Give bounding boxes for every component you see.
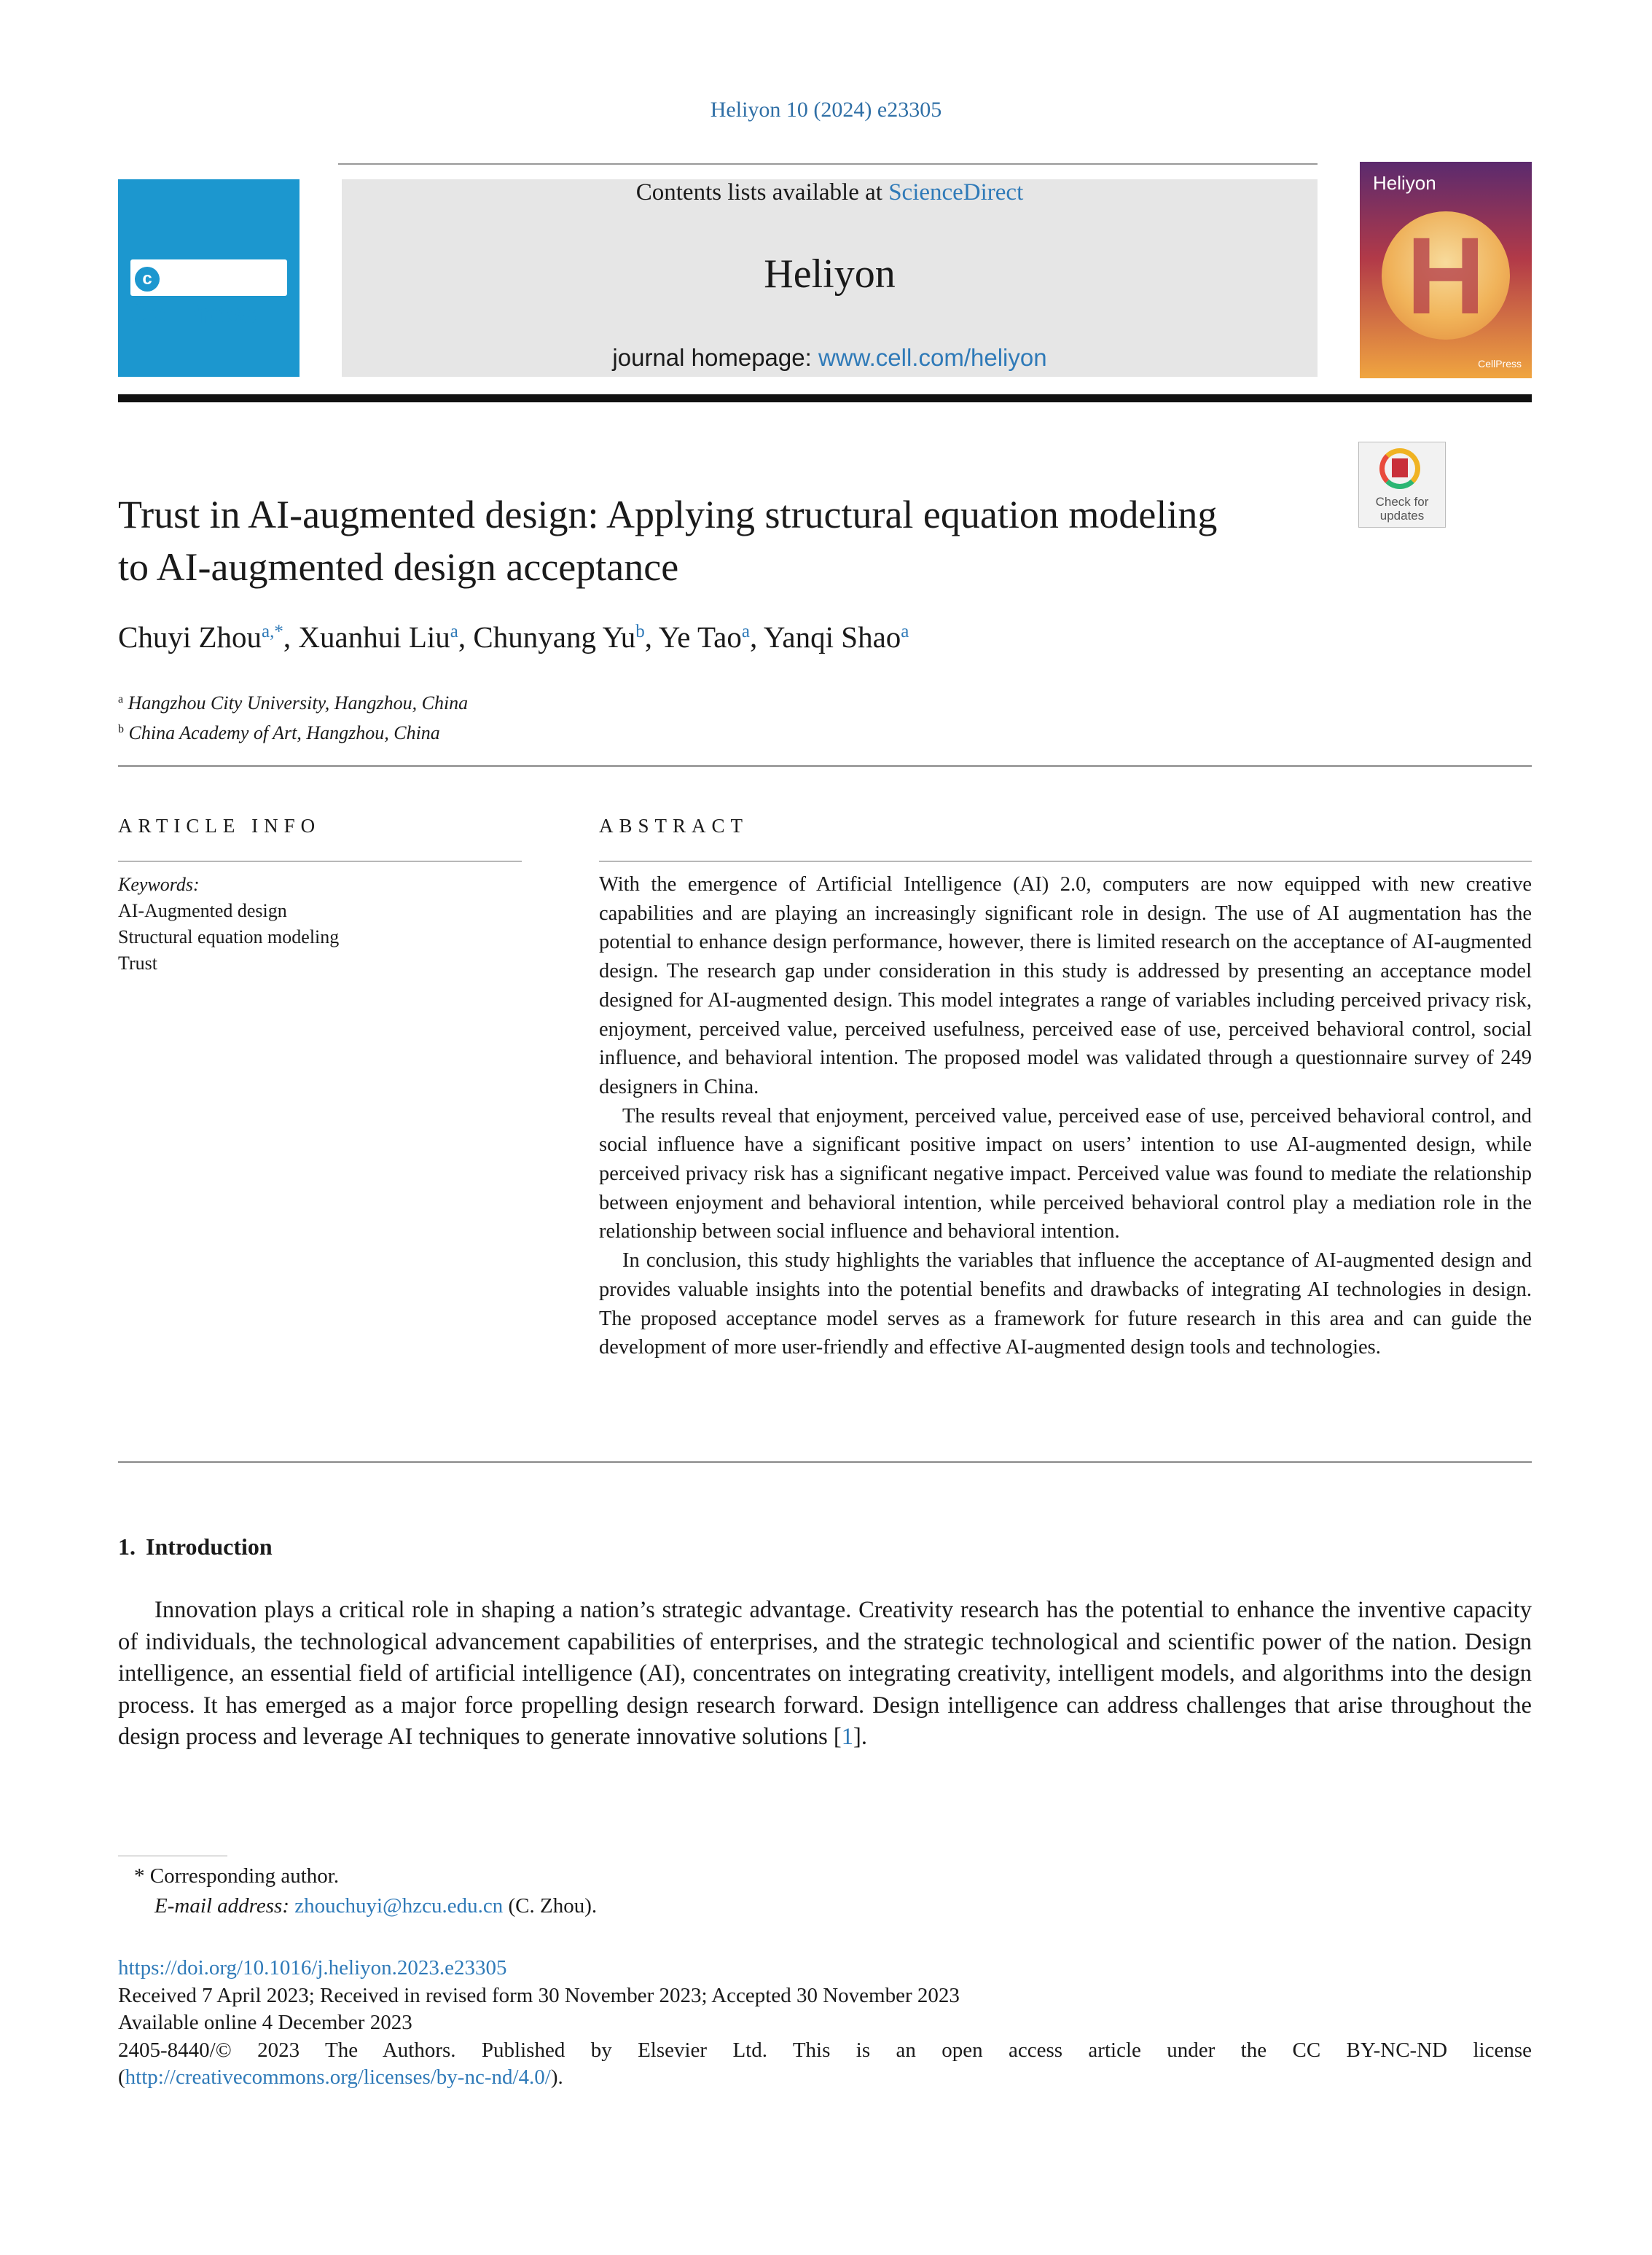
cover-brand: CellPress [1478, 358, 1522, 370]
journal-cover-image [1360, 162, 1532, 378]
author-name[interactable]: Xuanhui Liu [298, 620, 450, 654]
abstract-paragraph: In conclusion, this study highlights the variables that influence the acceptance of AI-augmented design and provides valuable insights into the potential benefits and drawbacks of integrating AI technologies in design. The proposed acceptance model serves as a framework for future research in this area and can guide the development of more user-friendly and effective AI-augmented design tools and technologies. [599, 1249, 1532, 1359]
reference-link[interactable]: 1 [841, 1724, 854, 1751]
check-updates-bookmark-icon [1392, 458, 1408, 477]
cellpress-mark-icon: c [135, 267, 160, 292]
available-online: Available online 4 December 2023 [118, 2011, 412, 2034]
received-dates: Received 7 April 2023; Received in revised form 30 November 2023; Accepted 30 November 2023 [118, 1983, 960, 2007]
cellpress-logo [130, 259, 287, 329]
author-affiliation-marker[interactable]: a [901, 622, 909, 641]
contents-line [342, 179, 1318, 206]
author-affiliation-marker[interactable]: a,* [262, 622, 283, 641]
email-link[interactable]: zhouchuyi@hzcu.edu.cn [294, 1894, 504, 1918]
article-metadata [118, 1955, 1532, 2092]
email-suffix: (C. Zhou). [508, 1894, 598, 1918]
keyword-item: Trust [118, 953, 157, 974]
keyword-item: AI-Augmented design [118, 900, 287, 921]
cover-letter: H [1406, 214, 1486, 337]
introduction-body [118, 1595, 1532, 1754]
author-list: Chuyi Zhou$^{a,*}$, Xuanhui Liu$^a$, Chunyang Yu$^b$, Ye Tao$^a$, Yanqi Shao$^a$ [118, 620, 909, 654]
homepage-prefix: journal homepage: [612, 344, 812, 371]
abstract-heading: ABSTRACT [599, 815, 749, 837]
corresponding-author-note: * Corresponding author. [134, 1864, 340, 1888]
cellpress-logo-panel [118, 179, 300, 377]
article-title: Trust in AI-augmented design: Applying structural equation modeling to AI-augmented design acceptance [118, 493, 1218, 589]
journal-masthead [342, 179, 1318, 377]
license-open-paren: ( [118, 2066, 125, 2089]
license-link[interactable]: http://creativecommons.org/licenses/by-nc-nd/4.0/ [125, 2066, 551, 2089]
introduction-text-end: ]. [853, 1724, 867, 1751]
journal-name: Heliyon [764, 251, 896, 297]
section-divider [118, 765, 1532, 767]
check-updates-label [1359, 495, 1445, 523]
abstract-paragraph: With the emergence of Artificial Intelligence (AI) 2.0, computers are now equipped with new creative capabilities and are playing an increasingly significant role in design. The use of AI augmentation has the potential to enhance design performance, however, there is limited research on the acceptance of AI-augmented design. The research gap under consideration in this study is addressed by presenting an acceptance model designed for AI-augmented design. This model integrates a range of variables including perceived privacy risk, enjoyment, perceived value, perceived usefulness, perceived ease of use, perceived behavioral control, social influence, and behavioral intention. The proposed model was validated through a questionnaire survey of 249 designers in China. [599, 873, 1532, 1098]
affiliations [118, 687, 468, 746]
abstract-bottom-rule [118, 1461, 1532, 1463]
top-rule [338, 163, 1318, 165]
journal-homepage-link[interactable]: www.cell.com/heliyon [818, 344, 1047, 371]
abstract-paragraph: The results reveal that enjoyment, perceived value, perceived ease of use, perceived behavioral control, and social influence have a significant positive impact on users’ intention to use AI-augmented design, while perceived privacy risk has a significant negative impact. Perceived value was found to mediate the relationship between enjoyment and behavioral intention, while perceived behavioral control play a mediation role in the relationship between social influence and behavioral intention. [599, 1104, 1532, 1243]
author-affiliation-marker[interactable]: b [635, 622, 645, 641]
affiliation-item [118, 687, 468, 716]
footnote [118, 1861, 597, 1921]
check-updates-line1: Check for [1375, 495, 1429, 509]
affiliation-text: Hangzhou City University, Hangzhou, China [128, 692, 469, 714]
contents-prefix: Contents lists available at [635, 179, 882, 206]
email-line [118, 1891, 597, 1921]
author-affiliation-marker[interactable]: a [741, 622, 750, 641]
author-affiliation-marker[interactable]: a [450, 622, 458, 641]
author-name[interactable]: Ye Tao [658, 620, 742, 654]
section-number: 1. [118, 1533, 136, 1560]
introduction-heading [118, 1533, 273, 1560]
license-link-line [118, 2064, 1532, 2092]
license-close-paren: ). [550, 2066, 563, 2089]
abstract-body [599, 870, 1532, 1362]
cover-title: Heliyon [1373, 172, 1436, 194]
doi-link[interactable]: https://doi.org/10.1016/j.heliyon.2023.e23305 [118, 1956, 507, 1980]
article-info-heading: ARTICLE INFO [118, 815, 321, 837]
header-thick-rule [118, 394, 1532, 402]
introduction-text: Innovation plays a critical role in shaping a nation’s strategic advantage. Creativity research has the potential to enhance the inventive capacity of individuals, the technological advancement capabilities of enterprises, and the strategic technological and scientific power of the nation. Design intelligence, an essential field of artificial intelligence (AI), concentrates on integrating creativity, intelligent models, and algorithms into the design process. It has emerged as a major force propelling design research forward. Design intelligence can address challenges that arise throughout the design process and leverage AI techniques to generate innovative solutions [ [118, 1597, 1532, 1751]
keyword-item: Structural equation modeling [118, 926, 340, 947]
section-title: Introduction [146, 1533, 273, 1560]
keywords-block [118, 872, 339, 977]
license-text: 2405-8440/© 2023 The Authors. Published by Elsevier Ltd. This is an open access article under the CC BY-NC-ND license [118, 2038, 1532, 2062]
introduction-paragraph [118, 1595, 1532, 1754]
affiliation-marker: a [118, 693, 124, 706]
homepage-line [342, 344, 1318, 372]
keywords-label: Keywords: [118, 874, 200, 895]
affiliation-text: China Academy of Art, Hangzhou, China [128, 722, 440, 743]
author-name[interactable]: Chunyang Yu [473, 620, 636, 654]
sciencedirect-link[interactable]: ScienceDirect [888, 179, 1024, 206]
cellpress-logo-text: CellPress [130, 299, 257, 329]
affiliation-item [118, 716, 468, 746]
author-name[interactable]: Chuyi Zhou [118, 620, 262, 654]
affiliation-marker: b [118, 723, 124, 735]
check-for-updates-button[interactable] [1358, 442, 1446, 528]
email-label: E-mail address: [154, 1894, 289, 1918]
journal-reference[interactable]: Heliyon 10 (2024) e23305 [710, 98, 942, 122]
author-name[interactable]: Yanqi Shao [763, 620, 901, 654]
check-updates-line2: updates [1379, 509, 1425, 523]
